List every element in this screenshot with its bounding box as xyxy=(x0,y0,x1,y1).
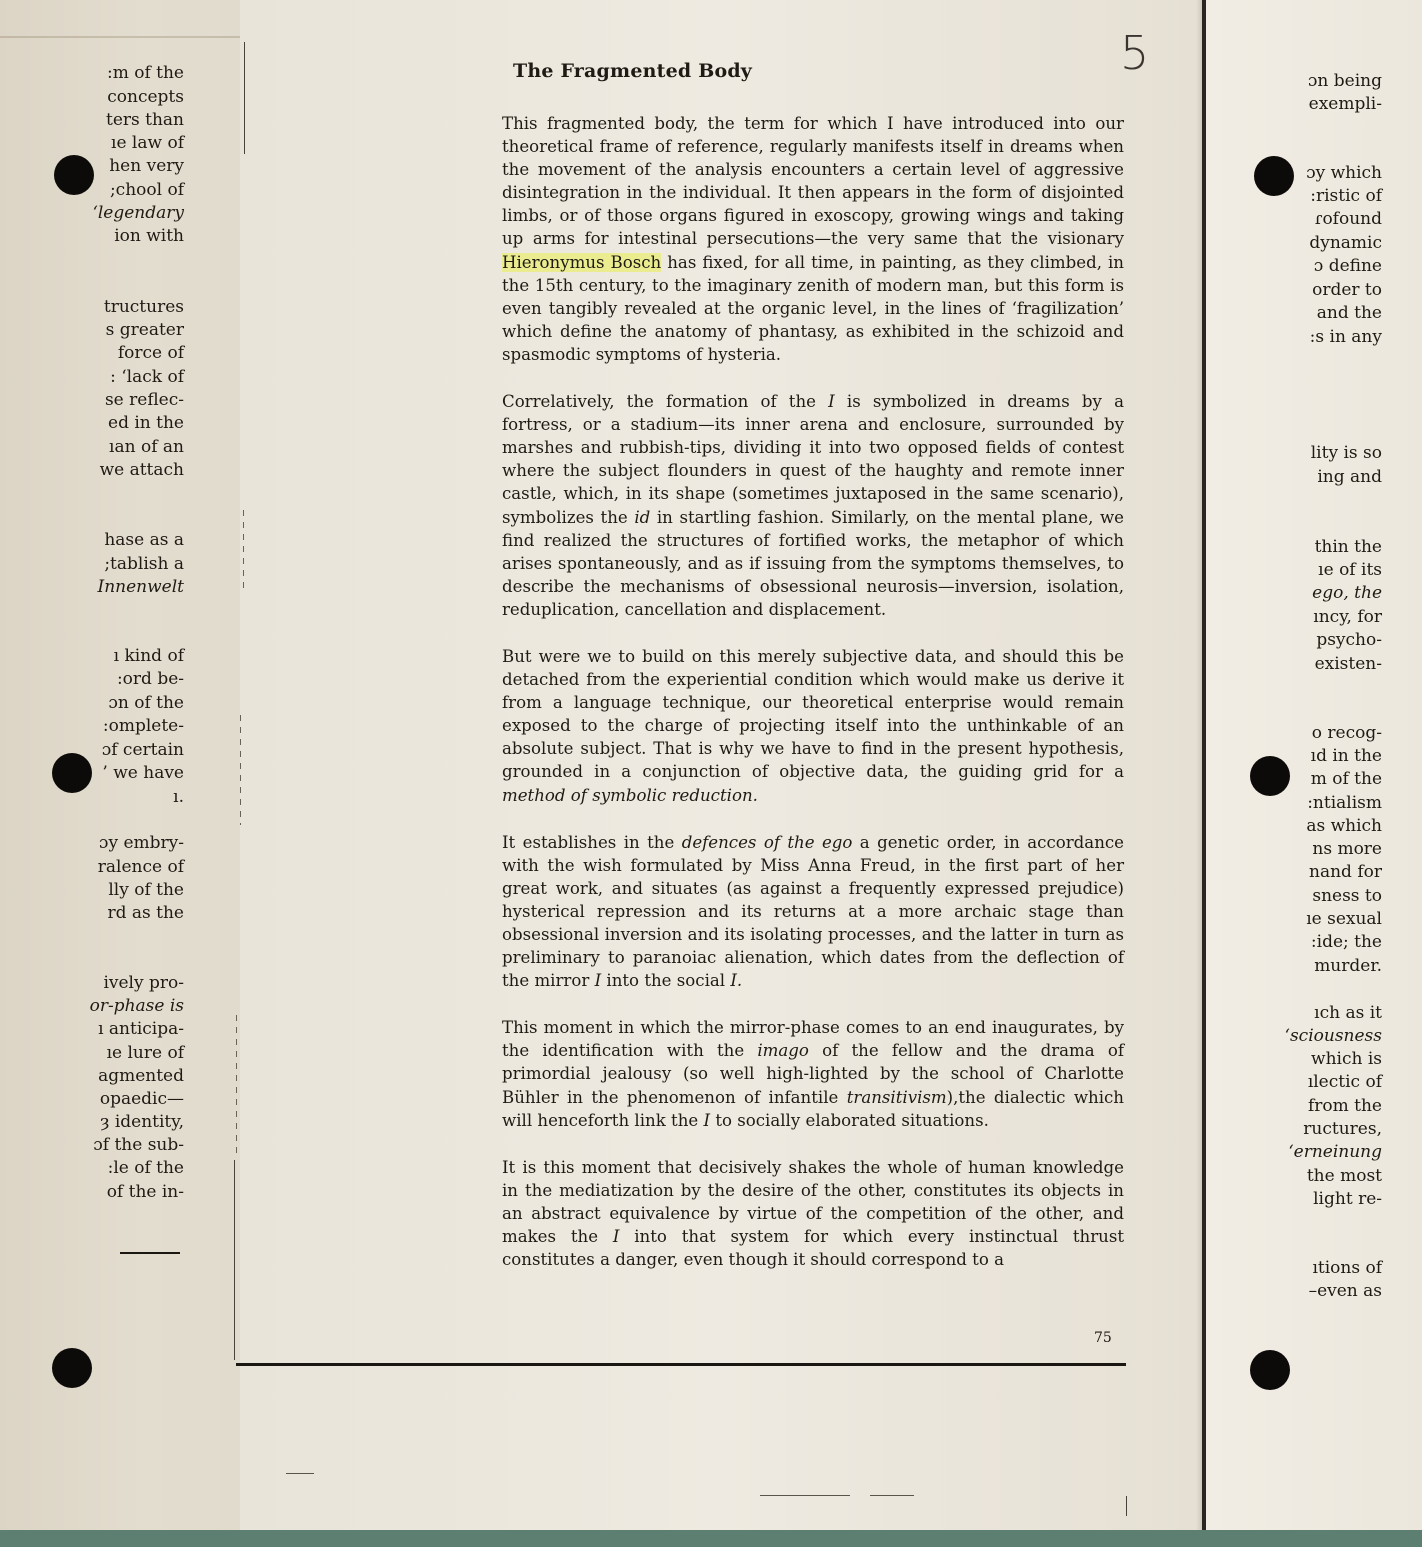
gutter-line xyxy=(244,42,245,154)
margin-fragment: ıd in the xyxy=(1310,746,1382,766)
margin-fragment: thin the xyxy=(1314,537,1382,557)
gutter-line xyxy=(234,1160,235,1360)
margin-fragment: :ide; the xyxy=(1310,932,1382,952)
margin-fragment: as which xyxy=(1306,816,1382,836)
margin-fragment: tructures xyxy=(103,297,184,317)
paragraph-1: This fragmented body, the term for which I have introduced into our theoretical frame of reference, regularly manifests itself in dreams when the movement of the analysis encounters a certain level of aggressive disintegration in the individual. It then appears in the form of disjointed limbs, or of those organs figured in exoscopy, growing wings and taking up arms for intestinal persecutions—the very same that the visionary Hieronymus Bosch has fixed, for all time, in painting, as they climbed, in the 15th century, to the imaginary zenith of modern man, but this form is even tangibly revealed at the organic level, in the lines of ‘fragilization’ which define the anatomy of phantasy, as exhibited in the schizoid and spasmodic symptoms of hysteria. xyxy=(502,114,1124,364)
scan-mark xyxy=(760,1495,850,1496)
margin-fragment: opaedic— xyxy=(99,1089,184,1109)
margin-fragment: the most xyxy=(1306,1166,1382,1186)
margin-fragment: from the xyxy=(1307,1096,1382,1116)
margin-fragment: rd as the xyxy=(107,903,184,923)
scan-mark xyxy=(1126,1496,1127,1516)
margin-fragment: –even as xyxy=(1308,1281,1382,1301)
margin-fragment: o recog- xyxy=(1311,723,1382,743)
main-body-text xyxy=(502,112,1124,1295)
margin-fragment: which is xyxy=(1311,1049,1382,1069)
margin-fragment: ı. xyxy=(173,787,184,807)
margin-fragment: lly of the xyxy=(108,880,184,900)
margin-fragment: ’ we have xyxy=(102,763,184,783)
margin-fragment: ters than xyxy=(105,110,184,130)
page-bottom-rule xyxy=(236,1363,1126,1366)
right-margin-text xyxy=(1262,0,1382,1400)
margin-fragment: ego, the xyxy=(1312,583,1382,603)
margin-fragment: light re- xyxy=(1313,1189,1382,1209)
margin-fragment: psycho- xyxy=(1316,630,1382,650)
margin-fragment: hase as a xyxy=(104,530,184,550)
margin-fragment: ed in the xyxy=(108,413,184,433)
margin-fragment: nand for xyxy=(1309,862,1382,882)
margin-fragment: :ntialism xyxy=(1307,793,1382,813)
highlighted-name: Hieronymus Bosch xyxy=(502,252,662,272)
margin-fragment: hen very xyxy=(109,156,184,176)
margin-fragment: se reflec- xyxy=(104,390,184,410)
margin-fragment: ıch as it xyxy=(1314,1003,1382,1023)
margin-fragment: ıe of its xyxy=(1318,560,1382,580)
margin-fragment: ɔf certain xyxy=(101,740,184,760)
margin-fragment: ructures, xyxy=(1303,1119,1382,1139)
margin-fragment: murder. xyxy=(1314,956,1382,976)
margin-fragment: or-phase is xyxy=(89,996,184,1016)
margin-fragment: ȝ identity, xyxy=(100,1112,184,1132)
margin-fragment: ıe law of xyxy=(111,133,184,153)
margin-fragment: force of xyxy=(117,343,184,363)
margin-fragment: s greater xyxy=(105,320,184,340)
margin-fragment: ıtions of xyxy=(1312,1258,1382,1278)
margin-fragment: :ord be- xyxy=(116,669,184,689)
margin-fragment: dynamic xyxy=(1309,233,1382,253)
margin-fragment: Innenwelt xyxy=(97,577,184,597)
margin-fragment: lity is so xyxy=(1310,443,1382,463)
margin-fragment: and the xyxy=(1316,303,1382,323)
margin-fragment: ively pro- xyxy=(103,973,184,993)
margin-fragment: ɔ define xyxy=(1313,256,1382,276)
margin-fragment: concepts xyxy=(107,87,184,107)
margin-fragment: ing and xyxy=(1317,467,1382,487)
margin-fragment: ns more xyxy=(1312,839,1382,859)
paragraph-3: But were we to build on this merely subjective data, and should this be detached from the experiential condition which would make us derive it from a language technique, our theoretical enterprise would remain exposed to the charge of projecting itself into the unthinkable of an absolute subject. That is why we have to find in the present hypothesis, grounded in a conjunction of objective data, the guiding grid for a method of symbolic reduction. xyxy=(502,646,1124,805)
margin-fragment: ıe lure of xyxy=(106,1043,184,1063)
gutter-dashes xyxy=(236,1015,237,1155)
chapter-title: The Fragmented Body xyxy=(513,60,753,82)
margin-fragment: sness to xyxy=(1312,886,1382,906)
gutter-dashes xyxy=(243,510,244,590)
margin-fragment: ;tablish a xyxy=(104,554,184,574)
gutter-dashes xyxy=(240,715,241,825)
margin-fragment: :ristic of xyxy=(1310,186,1382,206)
margin-fragment: ıncy, for xyxy=(1313,607,1382,627)
margin-fragment: ıe sexual xyxy=(1306,909,1382,929)
margin-fragment: ‘sciousness xyxy=(1284,1026,1382,1046)
margin-fragment: ɔy embry- xyxy=(98,833,184,853)
margin-fragment: of the in- xyxy=(106,1182,184,1202)
margin-fragment: ıan of an xyxy=(109,437,184,457)
left-margin-text xyxy=(60,0,184,1400)
margin-fragment: m of the xyxy=(1310,769,1382,789)
margin-fragment: :s in any xyxy=(1309,327,1382,347)
margin-fragment: :le of the xyxy=(107,1158,184,1178)
paragraph-5: This moment in which the mirror-phase comes to an end inaugurates, by the identification with the imago of the fellow and the drama of primordial jealousy (so well high-lighted by the school of Charlotte Bühler in the phenomenon of infantile transitivism),the dialectic which will henceforth link the I to socially elaborated situations. xyxy=(502,1018,1125,1130)
margin-fragment: :m of the xyxy=(106,63,184,83)
margin-fragment: ɔn of the xyxy=(108,693,184,713)
scan-mark xyxy=(286,1473,314,1474)
margin-fragment: ı anticipa- xyxy=(98,1019,184,1039)
margin-fragment: ‘erneinung xyxy=(1288,1142,1382,1162)
margin-fragment: ɾofound xyxy=(1314,209,1382,229)
margin-fragment: existen- xyxy=(1314,654,1382,674)
margin-fragment: ı kind of xyxy=(113,646,184,666)
margin-fragment: ɔn being xyxy=(1307,71,1382,91)
margin-fragment: : ‘lack of xyxy=(110,367,184,387)
footnote-rule xyxy=(120,1252,180,1254)
margin-fragment: exempli- xyxy=(1308,94,1382,114)
scan-mark xyxy=(870,1495,914,1496)
scanner-bottom-edge xyxy=(0,1530,1422,1547)
margin-fragment: we attach xyxy=(99,460,184,480)
margin-fragment: ılectic of xyxy=(1307,1072,1382,1092)
margin-fragment: ;chool of xyxy=(109,180,184,200)
margin-fragment: agmented xyxy=(98,1066,184,1086)
margin-fragment: ‘legendary xyxy=(92,203,184,223)
margin-fragment: ralence of xyxy=(97,857,184,877)
handwritten-page-number: 5 xyxy=(1120,26,1150,80)
page-folio: 75 xyxy=(1094,1330,1112,1346)
margin-fragment: ion with xyxy=(114,226,184,246)
margin-fragment: :omplete- xyxy=(102,716,184,736)
margin-fragment: ɔf the sub- xyxy=(93,1135,184,1155)
paragraph-2: Correlatively, the formation of the I is symbolized in dreams by a fortress, or a stadium—its inner arena and enclosure, surrounded by marshes and rubbish-tips, dividing it into two opposed fields of contest where the subject flounders in quest of the haughty and remote inner castle, which, in its shape (sometimes juxtaposed in the same scenario), symbolizes the id in startling fashion. Similarly, on the mental plane, we find realized the structures of fortified works, the metaphor of which arises spontaneously, and as if issuing from the symptoms themselves, to describe the mechanisms of obsessional neurosis—inversion, isolation, reduplication, cancellation and displacement. xyxy=(502,392,1125,619)
margin-fragment: order to xyxy=(1312,280,1382,300)
paragraph-4: It establishes in the defences of the ego a genetic order, in accordance with the wish formulated by Miss Anna Freud, in the first part of her great work, and situates (as against a frequently expressed prejudice) hysterical repression and its returns at a more archaic stage than obsessional inversion and its isolating processes, and the latter in turn as preliminary to paranoiac alienation, which dates from the deflection of the mirror I into the social I. xyxy=(502,832,1124,991)
margin-fragment: ɔy which xyxy=(1306,163,1382,183)
paragraph-6: It is this moment that decisively shakes the whole of human knowledge in the mediatization by the desire of the other, constitutes its objects in an abstract equivalence by virtue of the competition of the other, and makes the I into that system for which every instinctual thrust constitutes a danger, even though it should correspond to a xyxy=(502,1157,1124,1270)
